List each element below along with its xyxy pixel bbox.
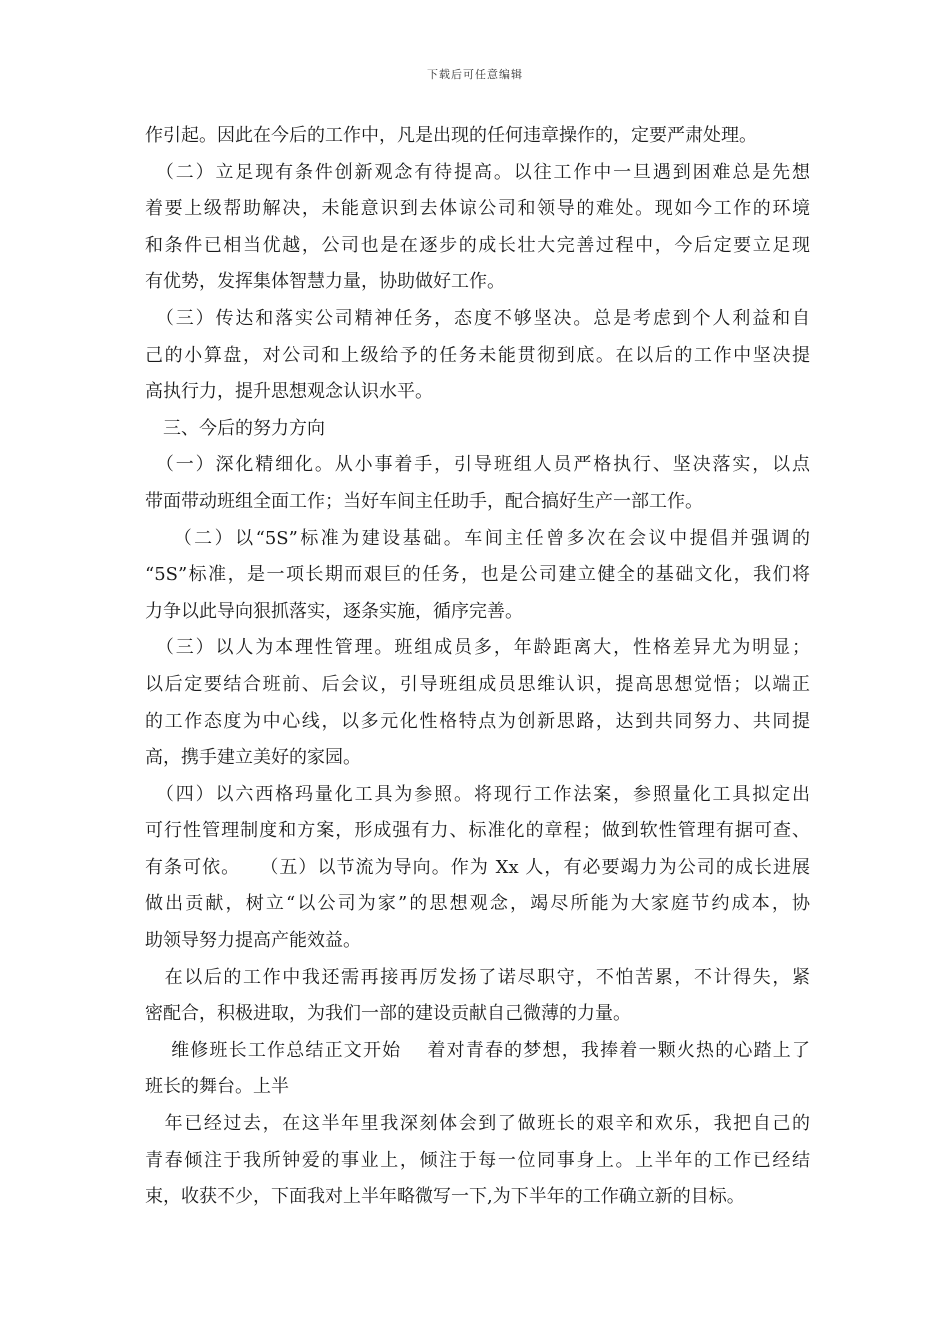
text-line: （四）以六西格玛量化工具为参照。将现行工作法案，参照量化工具拟定出 bbox=[145, 783, 810, 805]
text-line: 助领导努力提高产能效益。 bbox=[145, 930, 361, 952]
text-line: 的工作态度为中心线，以多元化性格特点为创新思路，达到共同努力、共同提 bbox=[145, 710, 810, 732]
text-line: 和条件已相当优越，公司也是在逐步的成长壮大完善过程中，今后定要立足现 bbox=[145, 234, 810, 256]
text-line: （三）传达和落实公司精神任务，态度不够坚决。总是考虑到个人利益和自 bbox=[145, 307, 810, 329]
text-line: 三、今后的努力方向 bbox=[145, 417, 325, 439]
header-note: 下载后可任意编辑 bbox=[427, 68, 523, 81]
text-line: （一）深化精细化。从小事着手，引导班组人员严格执行、坚决落实，以点 bbox=[145, 454, 810, 476]
text-line: 做出贡献，树立“以公司为家”的思想观念，竭尽所能为大家庭节约成本，协 bbox=[145, 893, 810, 915]
text-line: 密配合，积极进取，为我们一部的建设贡献自己微薄的力量。 bbox=[145, 1003, 631, 1025]
document-body bbox=[145, 118, 810, 1216]
text-line: （二）以“5S”标准为建设基础。车间主任曾多次在会议中提倡并强调的 bbox=[145, 527, 810, 549]
text-line: 高，携手建立美好的家园。 bbox=[145, 747, 361, 769]
text-line: 着要上级帮助解决，未能意识到去体谅公司和领导的难处。现如今工作的环境 bbox=[145, 198, 810, 220]
text-line: 青春倾注于我所钟爱的事业上，倾注于每一位同事身上。上半年的工作已经结 bbox=[145, 1149, 810, 1171]
text-line: 束，收获不少，下面我对上半年略微写一下,为下半年的工作确立新的目标。 bbox=[145, 1186, 745, 1208]
text-line: 可行性管理制度和方案，形成强有力、标准化的章程；做到软性管理有据可查、 bbox=[145, 820, 810, 842]
text-line: 作引起。因此在今后的工作中，凡是出现的任何违章操作的，定要严肃处理。 bbox=[145, 125, 757, 146]
text-line: 维修班长工作总结正文开始 着对青春的梦想，我捧着一颗火热的心踏上了 bbox=[145, 1039, 810, 1061]
text-line: 以后定要结合班前、后会议，引导班组成员思维认识，提高思想觉悟；以端正 bbox=[145, 673, 810, 695]
text-line: （二）立足现有条件创新观念有待提高。以往工作中一旦遇到困难总是先想 bbox=[145, 161, 810, 183]
text-line: “5S”标准，是一项长期而艰巨的任务，也是公司建立健全的基础文化，我们将 bbox=[145, 564, 810, 586]
text-line: 班长的舞台。上半 bbox=[145, 1076, 289, 1098]
text-line: 高执行力，提升思想观念认识水平。 bbox=[145, 381, 433, 403]
text-line: 带面带动班组全面工作；当好车间主任助手，配合搞好生产一部工作。 bbox=[145, 490, 703, 512]
text-line: 有优势，发挥集体智慧力量，协助做好工作。 bbox=[145, 271, 505, 293]
text-line: 在以后的工作中我还需再接再厉发扬了诺尽职守，不怕苦累，不计得失，紧 bbox=[145, 966, 810, 988]
text-line: （三）以人为本理性管理。班组成员多，年龄距离大，性格差异尤为明显； bbox=[145, 637, 810, 659]
text-line: 年已经过去，在这半年里我深刻体会到了做班长的艰辛和欢乐，我把自己的 bbox=[145, 1113, 810, 1135]
text-line: 有条可依。 （五）以节流为导向。作为 Xx 人，有必要竭力为公司的成长进展 bbox=[145, 856, 810, 878]
text-line: 己的小算盘，对公司和上级给予的任务未能贯彻到底。在以后的工作中坚决提 bbox=[145, 344, 810, 366]
text-line: 力争以此导向狠抓落实，逐条实施，循序完善。 bbox=[145, 600, 523, 622]
